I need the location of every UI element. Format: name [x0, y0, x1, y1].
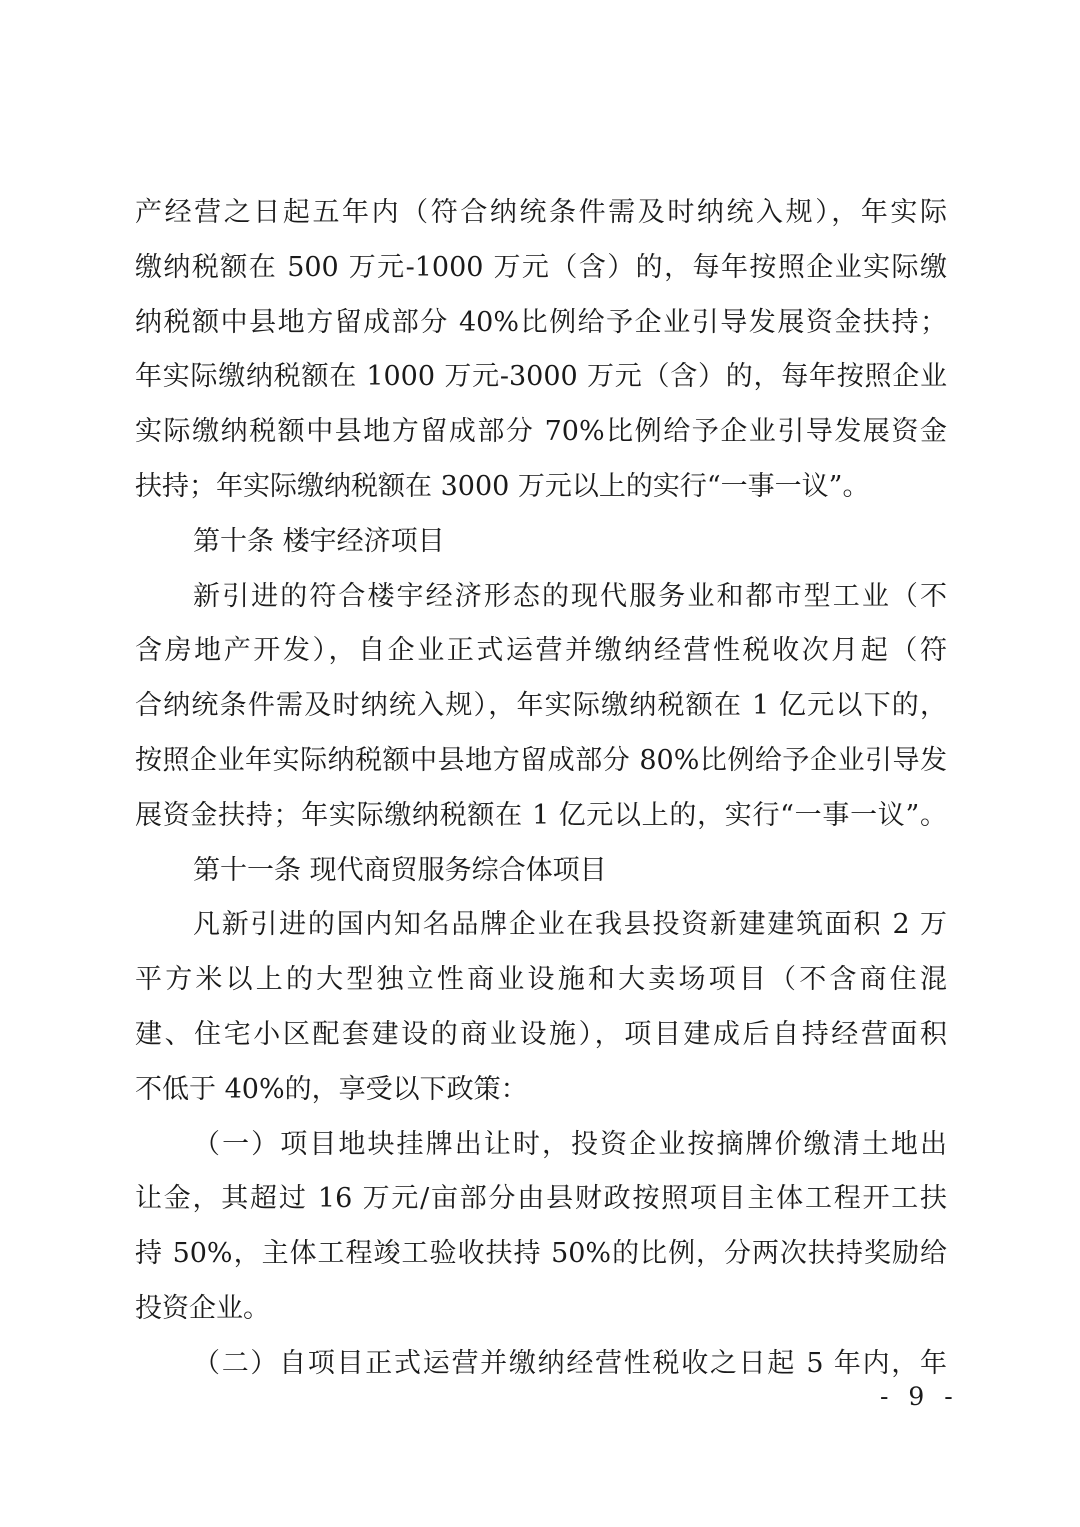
text-line: 含房地产开发），自企业正式运营并缴纳经营性税收次月起（符 [135, 635, 947, 667]
text-line: 建、住宅小区配套建设的商业设施），项目建成后自持经营面积 [135, 1018, 947, 1050]
page-number: - 9 - [880, 1382, 959, 1411]
body-text [135, 186, 947, 1392]
text-line: 缴纳税额在 500 万元-1000 万元（含）的，每年按照企业实际缴 [135, 251, 947, 283]
text-line: 平方米以上的大型独立性商业设施和大卖场项目（不含商住混 [135, 964, 947, 996]
article-heading: 第十条 楼宇经济项目 [193, 525, 445, 557]
text-line: 年实际缴纳税额在 1000 万元-3000 万元（含）的，每年按照企业 [135, 361, 947, 393]
text-line: （一）项目地块挂牌出让时，投资企业按摘牌价缴清土地出 [193, 1128, 947, 1160]
text-line: （二）自项目正式运营并缴纳经营性税收之日起 5 年内，年 [193, 1347, 947, 1379]
text-line: 扶持；年实际缴纳税额在 3000 万元以上的实行“一事一议”。 [135, 470, 870, 502]
text-line: 让金，其超过 16 万元/亩部分由县财政按照项目主体工程开工扶 [135, 1183, 947, 1215]
text-line: 合纳统条件需及时纳统入规），年实际缴纳税额在 1 亿元以下的， [135, 690, 947, 722]
text-line: 持 50%，主体工程竣工验收扶持 50%的比例，分两次扶持奖励给 [135, 1238, 947, 1270]
text-line: 按照企业年实际纳税额中县地方留成部分 80%比例给予企业引导发 [135, 744, 947, 776]
text-line: 纳税额中县地方留成部分 40%比例给予企业引导发展资金扶持； [135, 306, 947, 338]
text-line: 展资金扶持；年实际缴纳税额在 1 亿元以上的，实行“一事一议”。 [135, 799, 947, 831]
article-heading: 第十一条 现代商贸服务综合体项目 [193, 854, 607, 886]
text-line: 产经营之日起五年内（符合纳统条件需及时纳统入规），年实际 [135, 197, 947, 228]
text-line: 凡新引进的国内知名品牌企业在我县投资新建建筑面积 2 万 [193, 909, 947, 941]
text-line: 投资企业。 [135, 1292, 270, 1324]
text-line: 不低于 40%的，享受以下政策： [135, 1073, 528, 1105]
text-line: 实际缴纳税额中县地方留成部分 70%比例给予企业引导发展资金 [135, 416, 947, 448]
text-line: 新引进的符合楼宇经济形态的现代服务业和都市型工业（不 [193, 580, 947, 612]
